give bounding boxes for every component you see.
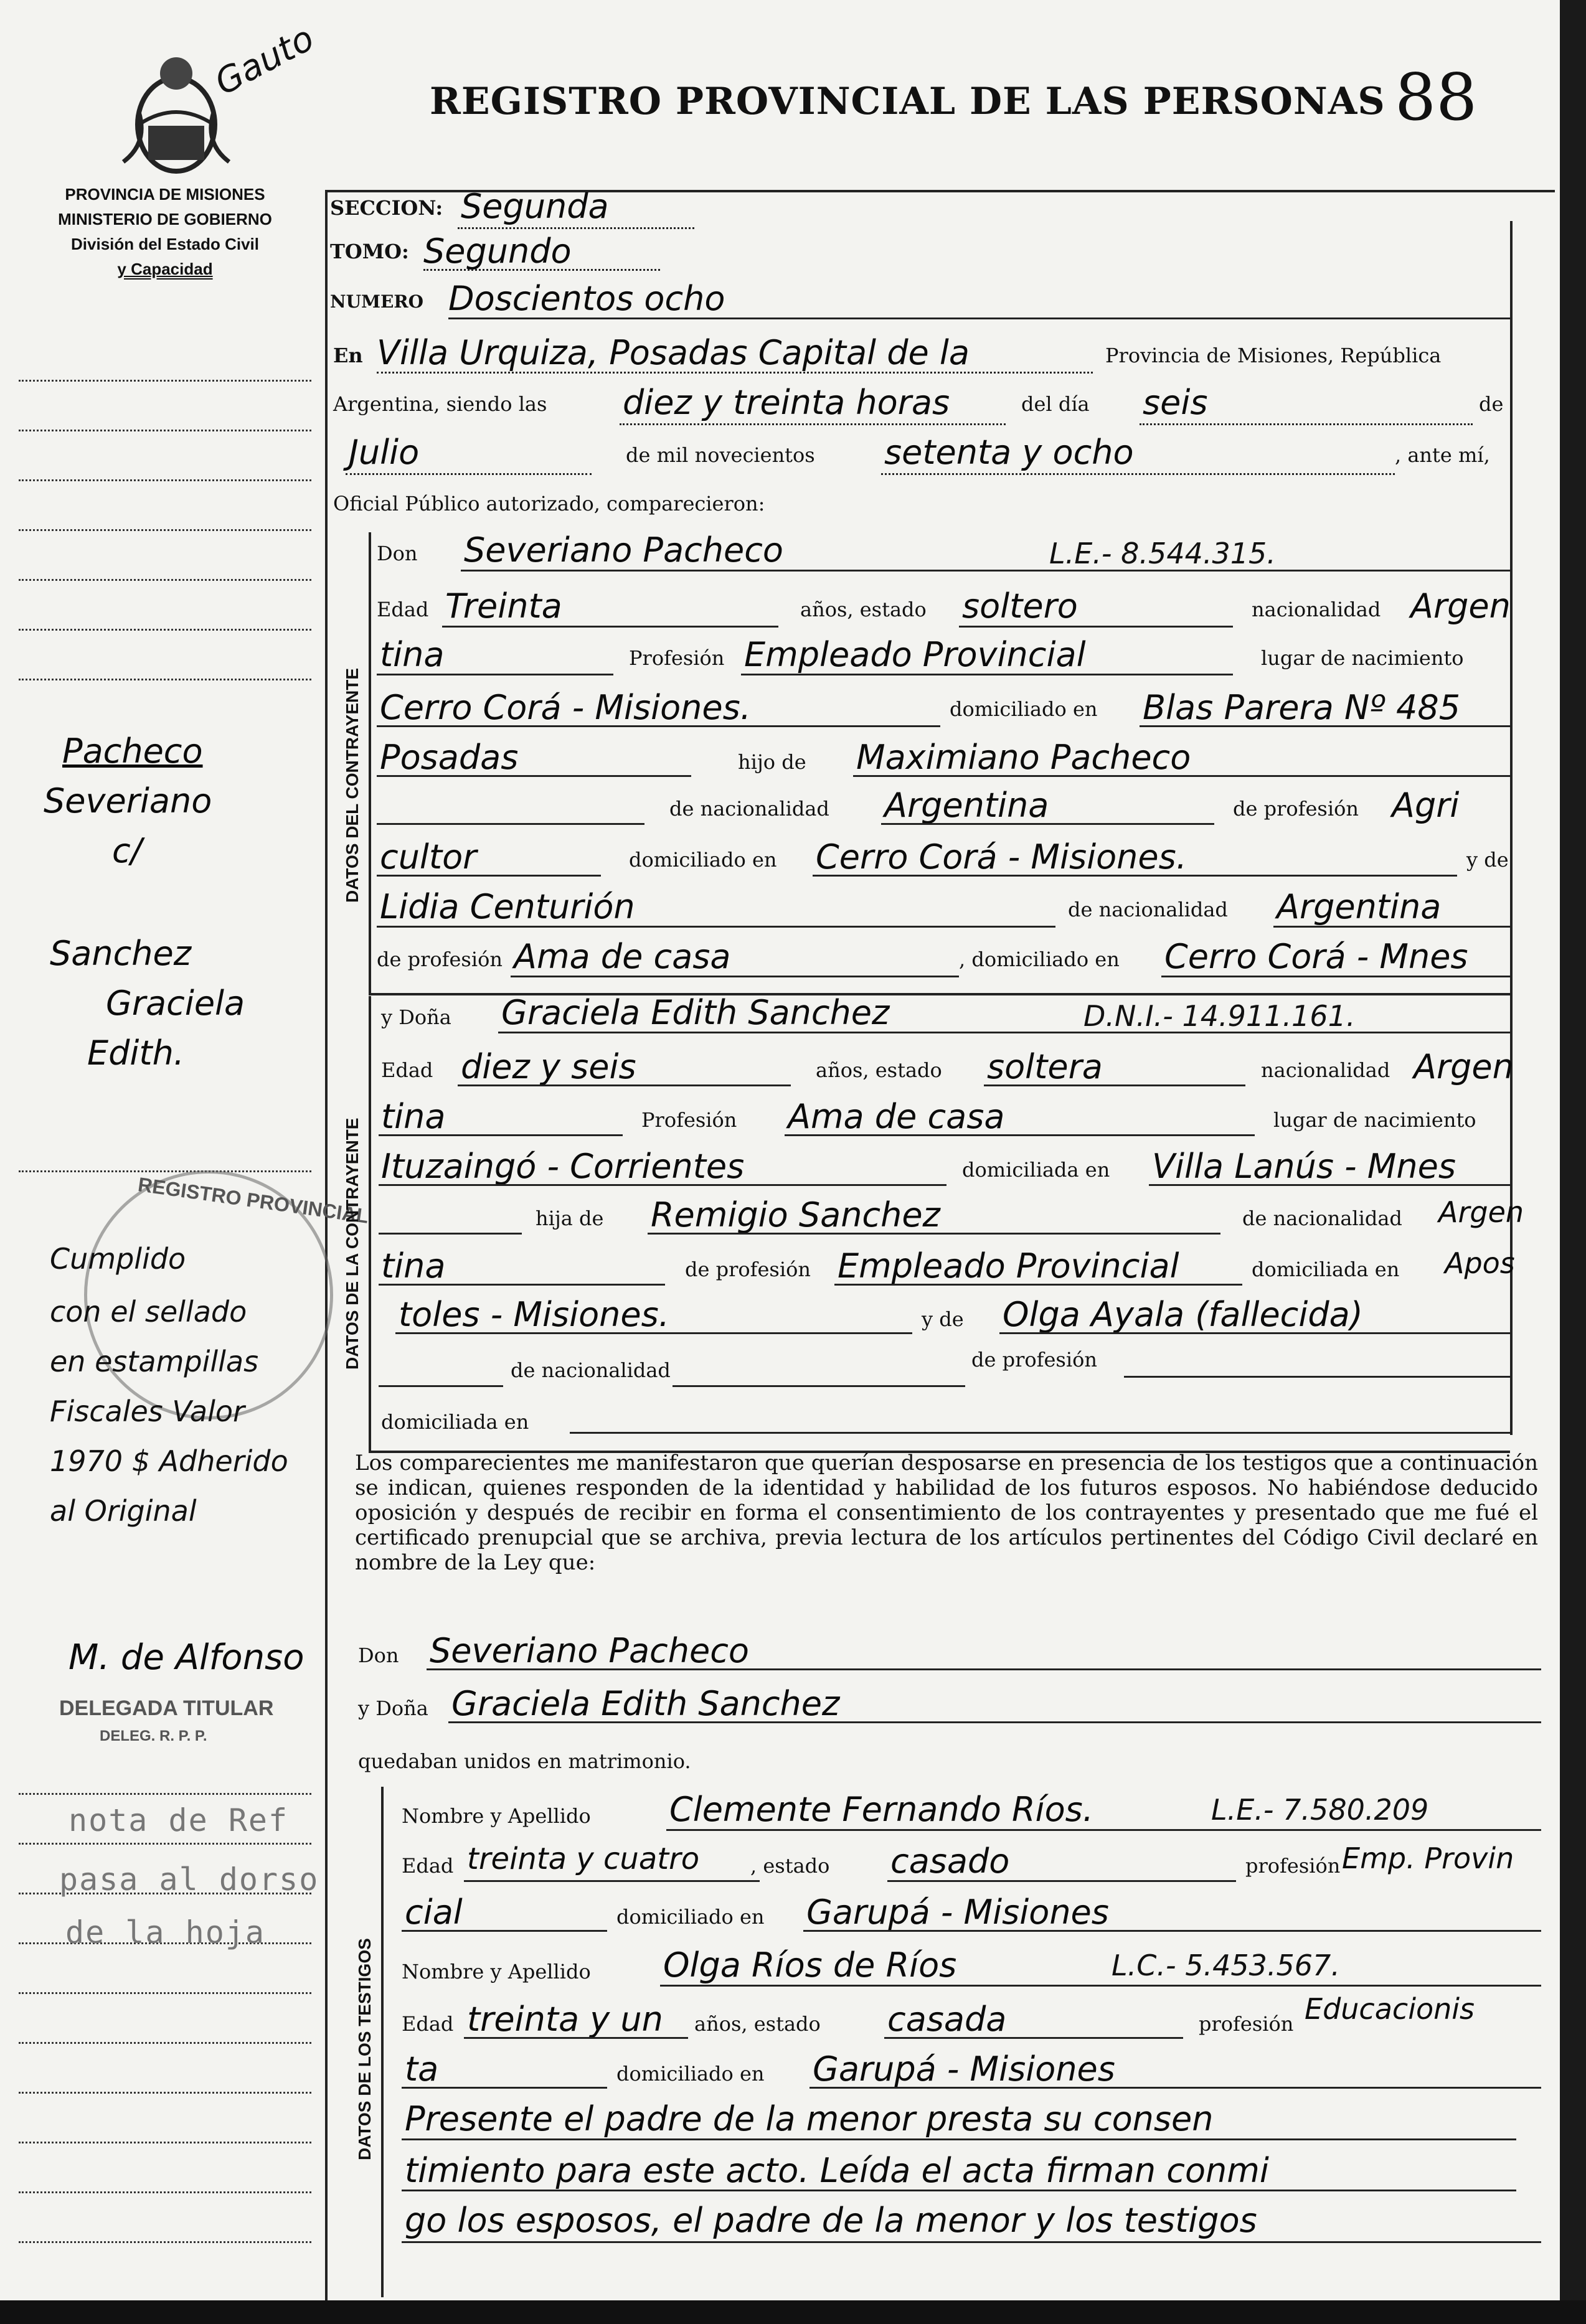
c2-anios-estado: años, estado — [816, 1058, 942, 1082]
c2-profesion: Ama de casa — [788, 1097, 1005, 1136]
c1-madre-nac-label: de nacionalidad — [1068, 898, 1228, 921]
obs-line — [402, 2241, 1541, 2243]
decl-dona-line — [448, 1721, 1541, 1723]
c2-lugar-line — [379, 1184, 946, 1186]
c1-nombre: Severiano Pacheco — [464, 530, 783, 570]
c2-domiciliada-label: domiciliada en — [962, 1158, 1110, 1182]
c1-y-de: y de — [1466, 848, 1509, 872]
c2-madre-prof-label: de profesión — [971, 1348, 1097, 1371]
c2-nacionalidad-label: nacionalidad — [1261, 1058, 1390, 1082]
c1-lugar-nac-label: lugar de nacimiento — [1261, 646, 1464, 670]
margin-con: c/ — [112, 831, 142, 870]
t2-edad-line — [464, 2037, 688, 2039]
c1-estado: soltero — [962, 586, 1078, 626]
t1-edad: treinta y cuatro — [467, 1842, 700, 1876]
c2-padre-dom-line — [395, 1332, 912, 1334]
numero-label: NUMERO — [330, 291, 424, 312]
c1-madre-dom-line — [1161, 976, 1510, 977]
tomo-label: TOMO: — [330, 240, 409, 263]
c2-madre-line — [999, 1332, 1510, 1334]
quedaban-text: quedaban unidos en matrimonio. — [358, 1749, 691, 1773]
c1-nacionalidad-label: nacionalidad — [1252, 598, 1381, 621]
delegate-signature: M. de Alfonso — [68, 1637, 304, 1678]
c2-padre-nac-line — [379, 1284, 665, 1286]
decl-dona: Graciela Edith Sanchez — [451, 1684, 840, 1723]
c2-de-nacionalidad-label: de nacionalidad — [1242, 1207, 1402, 1230]
anio-line — [881, 473, 1395, 475]
c1-padre-nac-line — [881, 823, 1214, 825]
c2-documento: D.N.I.- 14.911.161. — [1083, 999, 1356, 1033]
margin-line — [19, 579, 311, 581]
t1-edad-label: Edad — [402, 1854, 454, 1878]
t1-edad-line — [464, 1880, 760, 1882]
t2-prof-b: ta — [405, 2049, 439, 2089]
t1-label: Nombre y Apellido — [402, 1804, 591, 1828]
seccion-value: Segunda — [461, 187, 609, 226]
pencil-note-line: de la hoja — [65, 1914, 266, 1950]
testigos-section-label: DATOS DE LOS TESTIGOS — [355, 1938, 374, 2160]
delegate-stamp-title: DELEGADA TITULAR — [59, 1696, 274, 1720]
margin-note-line: 1970 $ Adherido — [50, 1444, 288, 1478]
c2-nombre: Graciela Edith Sanchez — [501, 993, 890, 1032]
pencil-note-line: pasa al dorso — [59, 1861, 319, 1898]
t2-nombre-line — [660, 1985, 1541, 1987]
t1-estado-label: , estado — [750, 1854, 830, 1878]
folio-number: 88 — [1395, 59, 1478, 135]
margin-line — [19, 1793, 311, 1795]
c2-profesion-label: Profesión — [641, 1108, 737, 1132]
anio-value: setenta y ocho — [884, 433, 1134, 472]
c2-padre-profesion: Empleado Provincial — [838, 1246, 1179, 1286]
c2-blank-line — [379, 1233, 522, 1235]
c1-ciudad-line — [377, 775, 691, 777]
c2-nacionalidad-b: tina — [381, 1097, 446, 1136]
c1-madre-domicilio: Cerro Corá - Mnes — [1164, 937, 1468, 976]
c1-de-profesion-label: de profesión — [1233, 797, 1359, 821]
c1-padre-line — [853, 775, 1510, 777]
t2-prof-line — [402, 2087, 607, 2089]
page-bottom-shadow — [0, 2300, 1586, 2324]
observation-line-1: Presente el padre de la menor presta su consen — [405, 2099, 1214, 2138]
c1-section-line — [369, 532, 371, 993]
c2-estado: soltera — [987, 1047, 1103, 1086]
c2-section-label: DATOS DE LA CONTRAYENTE — [342, 1117, 362, 1370]
c1-domiciliado-label: domiciliado en — [950, 697, 1098, 721]
seccion-line — [458, 227, 694, 229]
c2-madre-nac-line — [673, 1385, 965, 1387]
c2-edad-label: Edad — [381, 1058, 433, 1082]
c2-edad: diez y seis — [461, 1047, 636, 1086]
t1-prof-a: Emp. Provin — [1342, 1842, 1514, 1875]
margin-note-line: Fiscales Valor — [50, 1395, 245, 1428]
c1-de-nacionalidad-label: de nacionalidad — [669, 797, 829, 821]
c2-madre-dom-line — [570, 1432, 1510, 1434]
c1-madre-nac-line — [1273, 926, 1510, 928]
c1-lugar-nac: Cerro Corá - Misiones. — [380, 688, 751, 727]
c1-edad-label: Edad — [377, 598, 429, 621]
c2-padre-dom-label: domiciliada en — [1252, 1258, 1400, 1281]
ante-mi-text: , ante mí, — [1395, 443, 1490, 467]
pencil-note-line: nota de Ref — [68, 1802, 289, 1838]
c2-lugar-nac-label: lugar de nacimiento — [1273, 1108, 1476, 1132]
dia-value: seis — [1143, 383, 1208, 422]
c1-padre-profesion-b: cultor — [380, 837, 477, 877]
c1-don-label: Don — [377, 542, 418, 565]
c2-dona-label: y Doña — [381, 1005, 451, 1029]
margin-line — [19, 2092, 311, 2094]
seccion-label: SECCION: — [330, 196, 443, 220]
margin-surname-2: Sanchez — [50, 934, 192, 973]
margin-line — [19, 2042, 311, 2044]
c1-padre-dom-line — [813, 875, 1457, 877]
mes-line — [346, 473, 592, 475]
t1-prof-b: cial — [405, 1893, 463, 1932]
margin-note-line: al Original — [50, 1494, 197, 1528]
dia-line — [1140, 423, 1473, 425]
t2-label: Nombre y Apellido — [402, 1960, 591, 1983]
margin-line — [19, 1843, 311, 1845]
t2-documento: L.C.- 5.453.567. — [1112, 1949, 1340, 1982]
t1-dom-line — [803, 1930, 1541, 1932]
margin-line — [19, 1992, 311, 1994]
c1-padre-dom-label: domiciliado en — [629, 848, 777, 872]
t1-prof-line — [402, 1930, 607, 1932]
c2-padre-nac-b: tina — [381, 1246, 446, 1286]
t2-prof-label: profesión — [1199, 2012, 1294, 2036]
margin-line — [19, 629, 311, 631]
c1-edad-line — [442, 626, 778, 628]
margin-note-line: Cumplido — [50, 1242, 186, 1276]
c1-domicilio: Blas Parera Nº 485 — [1143, 688, 1461, 727]
c1-profesion: Empleado Provincial — [744, 635, 1086, 674]
left-frame-line — [325, 190, 328, 2300]
c1-section-label: DATOS DEL CONTRAYENTE — [342, 667, 362, 903]
c2-madre-nac-label: de nacionalidad — [511, 1358, 671, 1382]
c1-nombre-line — [461, 570, 1510, 572]
del-dia-text: del día — [1021, 392, 1090, 416]
c2-madre: Olga Ayala (fallecida) — [1003, 1295, 1363, 1334]
margin-note-line: con el sellado — [50, 1295, 247, 1329]
t2-edad: treinta y un — [467, 2000, 663, 2039]
t1-nombre-line — [666, 1829, 1541, 1831]
provincia-text: Provincia de Misiones, República — [1105, 344, 1442, 367]
c1-estado-line — [959, 626, 1233, 628]
t2-dom-label: domiciliado en — [616, 2062, 765, 2086]
c2-padre-line — [648, 1233, 1220, 1235]
margin-middlename-2: Edith. — [87, 1033, 184, 1073]
margin-line — [19, 529, 311, 531]
t2-domicilio: Garupá - Misiones — [813, 2049, 1115, 2089]
c1-documento: L.E.- 8.544.315. — [1049, 537, 1276, 570]
c1-hijo-label: hijo de — [738, 750, 806, 774]
decl-don: Severiano Pacheco — [430, 1631, 749, 1670]
c1-profesion-label: Profesión — [629, 646, 725, 670]
c1-domicilio-ciudad: Posadas — [380, 738, 519, 777]
oficial-text: Oficial Público autorizado, comparecieron: — [333, 492, 765, 515]
document-title: REGISTRO PROVINCIAL DE LAS PERSONAS — [430, 80, 1385, 123]
c1-madre-prof-label: de profesión — [377, 948, 503, 971]
c1-padre-domicilio: Cerro Corá - Misiones. — [816, 837, 1187, 877]
obs-line — [402, 2138, 1516, 2140]
c2-padre: Remigio Sanchez — [651, 1195, 940, 1235]
c2-blank-line — [379, 1385, 503, 1387]
c2-hija-label: hija de — [536, 1207, 604, 1230]
c1-anios-estado: años, estado — [800, 598, 927, 621]
c1-prof-line — [377, 875, 601, 877]
c1-madre-line — [377, 926, 1055, 928]
c2-domicilio: Villa Lanús - Mnes — [1152, 1147, 1456, 1186]
margin-line — [19, 430, 311, 431]
t1-domicilio: Garupá - Misiones — [806, 1893, 1109, 1932]
t1-prof-label: profesión — [1245, 1854, 1341, 1878]
observation-line-3: go los esposos, el padre de la menor y los testigos — [405, 2201, 1257, 2240]
numero-line — [448, 318, 1510, 319]
margin-note-line: en estampillas — [50, 1345, 259, 1378]
horas-line — [620, 423, 1006, 425]
c1-padre-profesion-a: Agri — [1392, 786, 1460, 825]
de-text: de — [1479, 392, 1504, 416]
t1-estado-line — [887, 1880, 1236, 1882]
c2-madre-prof-line — [1124, 1376, 1510, 1378]
margin-surname-1: Pacheco — [62, 732, 203, 771]
horas-value: diez y treinta horas — [623, 383, 950, 422]
body-paragraph: Los comparecientes me manifestaron que querían desposarse en presencia de los testigos que a continuación se indican, quienes responden de la identidad y habilidad de los futuros esposos. No habiéndose deducido oposición y después de recibir en forma el consentimiento de los contrayentes y presentado que me fué el certificado prenupcial que se archiva, previa lectura de los artículos pertinentes del Código Civil declaré en nombre de la Ley que: — [355, 1451, 1538, 1575]
tomo-value: Segundo — [423, 232, 572, 271]
c2-padre-dom-a: Apos — [1445, 1246, 1515, 1280]
c1-edad: Treinta — [445, 586, 562, 626]
c1-lugar-line — [377, 725, 940, 727]
margin-firstname-1: Severiano — [44, 781, 212, 821]
t2-prof-a: Educacionis — [1305, 1992, 1475, 2026]
c1-madre-nacionalidad: Argentina — [1277, 887, 1442, 926]
lugar-line — [377, 372, 1093, 374]
obs-line — [402, 2190, 1516, 2191]
margin-firstname-2: Graciela — [106, 984, 245, 1023]
c1-nacionalidad-b: tina — [380, 635, 445, 674]
t2-dom-line — [810, 2087, 1541, 2089]
c1-madre-profesion: Ama de casa — [514, 937, 731, 976]
decl-don-label: Don — [358, 1644, 399, 1667]
mes-value: Julio — [349, 433, 420, 472]
margin-line — [19, 2241, 311, 2243]
delegate-stamp-office: DELEG. R. P. P. — [100, 1728, 207, 1744]
margin-line — [19, 380, 311, 382]
c2-nac-line — [379, 1134, 623, 1136]
t2-nombre: Olga Ríos de Ríos — [663, 1945, 957, 1985]
c2-nombre-line — [498, 1032, 1510, 1033]
c1-madre-prof-line — [511, 976, 959, 977]
margin-line — [19, 479, 311, 481]
c2-padre-prof-line — [834, 1284, 1242, 1286]
argentina-text: Argentina, siendo las — [333, 392, 547, 416]
t2-estado-line — [884, 2037, 1183, 2039]
province-line: PROVINCIA DE MISIONES — [65, 185, 265, 204]
t1-dom-label: domiciliado en — [616, 1905, 765, 1929]
numero-value: Doscientos ocho — [448, 279, 725, 318]
c2-nacionalidad-a: Argen — [1414, 1047, 1514, 1086]
t1-documento: L.E.- 7.580.209 — [1211, 1793, 1429, 1827]
tomo-line — [423, 269, 660, 271]
c2-padre-dom-b: toles - Misiones. — [399, 1295, 669, 1334]
t2-edad-label: Edad — [402, 2012, 454, 2036]
division-line: División del Estado Civil — [71, 235, 259, 253]
c2-edad-line — [458, 1084, 791, 1086]
t2-estado-label: años, estado — [694, 2012, 821, 2036]
decl-don-line — [427, 1668, 1541, 1670]
c1-domicilio-line — [1140, 725, 1510, 727]
observation-line-2: timiento para este acto. Leída el acta firman conmi — [405, 2151, 1269, 2190]
margin-line — [19, 679, 311, 680]
c1-nac-line — [377, 674, 613, 675]
c1-blank-line — [377, 823, 644, 825]
c2-y-de: y de — [922, 1307, 964, 1331]
c1-madre: Lidia Centurión — [380, 887, 635, 926]
page-edge-shadow — [1560, 0, 1586, 2324]
province-block — [19, 182, 311, 281]
margin-line — [19, 2191, 311, 2193]
c1-madre-dom-label: , domiciliado en — [959, 948, 1120, 971]
header-signature: Gauto — [208, 18, 321, 103]
c2-profesion-line — [785, 1134, 1255, 1136]
t1-estado: casado — [890, 1842, 1010, 1881]
margin-line — [19, 2142, 311, 2143]
en-label: En — [333, 344, 363, 367]
testigos-section-line — [381, 1787, 384, 2297]
c2-section-line — [369, 996, 371, 1451]
decl-dona-label: y Doña — [358, 1696, 428, 1720]
stamp-text: REGISTRO PROVINCIAL — [136, 1173, 371, 1228]
ministry-line: MINISTERIO DE GOBIERNO — [58, 210, 272, 228]
c1-nacionalidad-a: Argen — [1410, 586, 1511, 626]
t1-nombre: Clemente Fernando Ríos. — [669, 1790, 1093, 1829]
mil-text: de mil novecientos — [626, 443, 815, 467]
c2-madre-dom-label: domiciliada en — [381, 1410, 529, 1434]
c1-padre: Maximiano Pacheco — [856, 738, 1191, 777]
t2-estado: casada — [887, 2000, 1007, 2039]
c2-estado-line — [984, 1084, 1245, 1086]
c2-domicilio-line — [1149, 1184, 1510, 1186]
c1-padre-nacionalidad: Argentina — [884, 786, 1049, 825]
c2-lugar-nac: Ituzaingó - Corrientes — [381, 1147, 745, 1186]
c2-padre-nac-a: Argen — [1438, 1195, 1524, 1229]
c1-profesion-line — [741, 674, 1233, 675]
c2-de-profesion-label: de profesión — [685, 1258, 811, 1281]
lugar-value: Villa Urquiza, Posadas Capital de la — [377, 333, 970, 372]
margin-line — [19, 1170, 311, 1172]
capacity-line: y Capacidad — [117, 260, 213, 278]
